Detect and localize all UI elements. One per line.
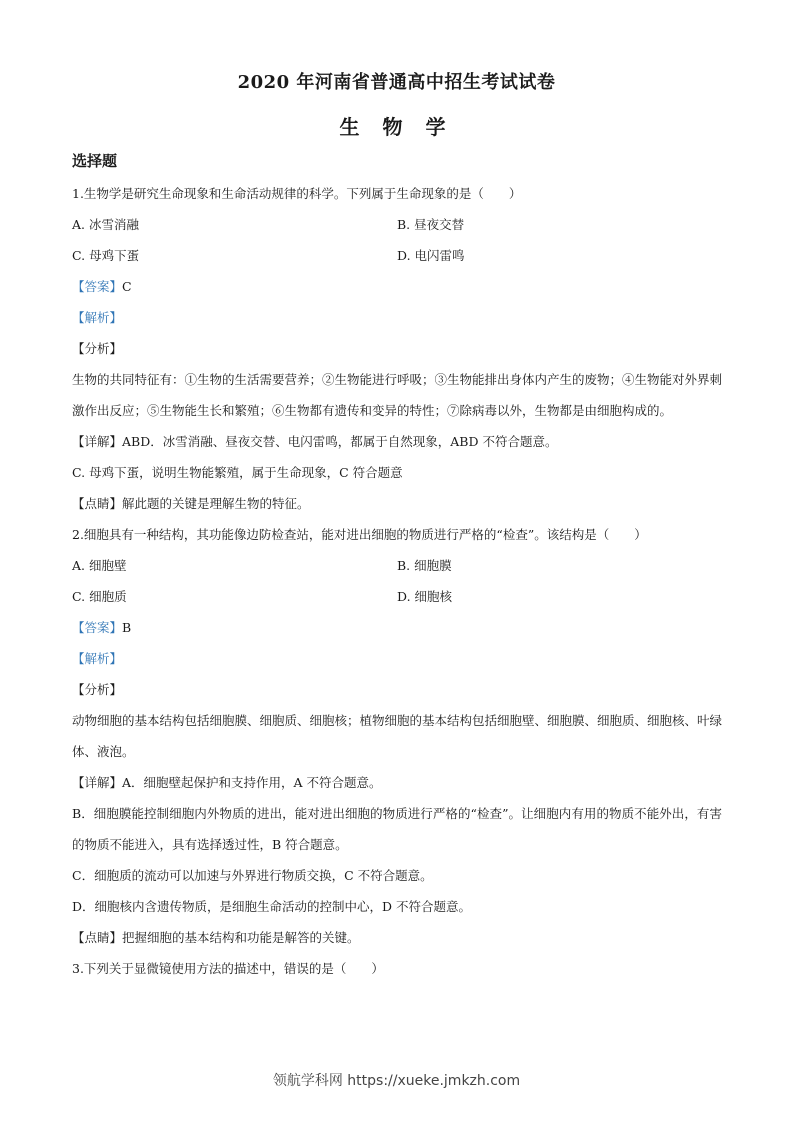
page-title: 2020 年河南省普通高中招生考试试卷 bbox=[237, 72, 556, 93]
q2-option-d: D. 细胞核 bbox=[397, 589, 453, 604]
q2-dianjing: 【点睛】把握细胞的基本结构和功能是解答的关键。 bbox=[72, 930, 360, 945]
q1-dianjing: 【点睛】解此题的关键是理解生物的特征。 bbox=[72, 496, 310, 511]
q1-answer-value: C bbox=[122, 279, 132, 294]
q2-detail-1: 【详解】A．细胞壁起保护和支持作用，A 不符合题意。 bbox=[72, 775, 382, 790]
page-subtitle: 生 物 学 bbox=[339, 115, 454, 139]
section-heading: 选择题 bbox=[72, 152, 118, 170]
q2-options-row-1 bbox=[72, 550, 722, 581]
q2-detail-3: C．细胞质的流动可以加速与外界进行物质交换，C 不符合题意。 bbox=[72, 868, 433, 883]
q1-options-row-1 bbox=[72, 209, 722, 240]
q1-detail-2: C. 母鸡下蛋，说明生物能繁殖，属于生命现象，C 符合题意 bbox=[72, 465, 403, 480]
q1-analysis: 生物的共同特征有：①生物的生活需要营养；②生物能进行呼吸；③生物能排出身体内产生的废物；④生物能对外界刺激作出反应；⑤生物能生长和繁殖；⑥生物都有遗传和变异的特性；⑦除病毒以外，生物都是由细胞构成的。 bbox=[72, 372, 723, 418]
q2-answer bbox=[72, 612, 722, 643]
q2-detail-2: B．细胞膜能控制细胞内外物质的进出，能对进出细胞的物质进行严格的“检查”。让细胞内有用的物质不能外出，有害的物质不能进入，具有选择透过性，B 符合题意。 bbox=[72, 806, 722, 852]
q1-answer bbox=[72, 271, 722, 302]
q2-jiexi-tag: 【解析】 bbox=[72, 651, 123, 666]
q1-option-c: C. 母鸡下蛋 bbox=[72, 248, 140, 263]
q1-answer-tag: 【答案】 bbox=[72, 279, 123, 294]
q1-stem: 1.生物学是研究生命现象和生命活动规律的科学。下列属于生命现象的是（ ） bbox=[72, 186, 522, 201]
footer-watermark: 领航学科网 https://xueke.jmkzh.com bbox=[272, 1073, 521, 1089]
q2-option-a: A. 细胞壁 bbox=[72, 558, 127, 573]
q2-analysis: 动物细胞的基本结构包括细胞膜、细胞质、细胞核；植物细胞的基本结构包括细胞壁、细胞膜、细胞质、细胞核、叶绿体、液泡。 bbox=[72, 713, 723, 759]
q2-stem: 2.细胞具有一种结构，其功能像边防检查站，能对进出细胞的物质进行严格的“检查”。该结构是（ ） bbox=[72, 527, 647, 542]
q1-option-a: A. 冰雪消融 bbox=[72, 217, 139, 232]
q2-answer-value: B bbox=[122, 620, 132, 635]
q3-stem: 3.下列关于显微镜使用方法的描述中，错误的是（ ） bbox=[72, 961, 384, 976]
q1-option-d: D. 电闪雷鸣 bbox=[397, 248, 465, 263]
q2-answer-tag: 【答案】 bbox=[72, 620, 123, 635]
q2-options-row-2 bbox=[72, 581, 722, 612]
document-content bbox=[72, 178, 722, 984]
q1-jiexi-tag: 【解析】 bbox=[72, 310, 123, 325]
q2-detail-4: D．细胞核内含遗传物质，是细胞生命活动的控制中心，D 不符合题意。 bbox=[72, 899, 472, 914]
q1-detail-1: 【详解】ABD．冰雪消融、昼夜交替、电闪雷鸣，都属于自然现象，ABD 不符合题意。 bbox=[72, 434, 558, 449]
q1-options-row-2 bbox=[72, 240, 722, 271]
q1-fenxi-tag: 【分析】 bbox=[72, 341, 123, 356]
q1-option-b: B. 昼夜交替 bbox=[397, 217, 465, 232]
q2-option-b: B. 细胞膜 bbox=[397, 558, 452, 573]
q2-fenxi-tag: 【分析】 bbox=[72, 682, 123, 697]
q2-option-c: C. 细胞质 bbox=[72, 589, 127, 604]
